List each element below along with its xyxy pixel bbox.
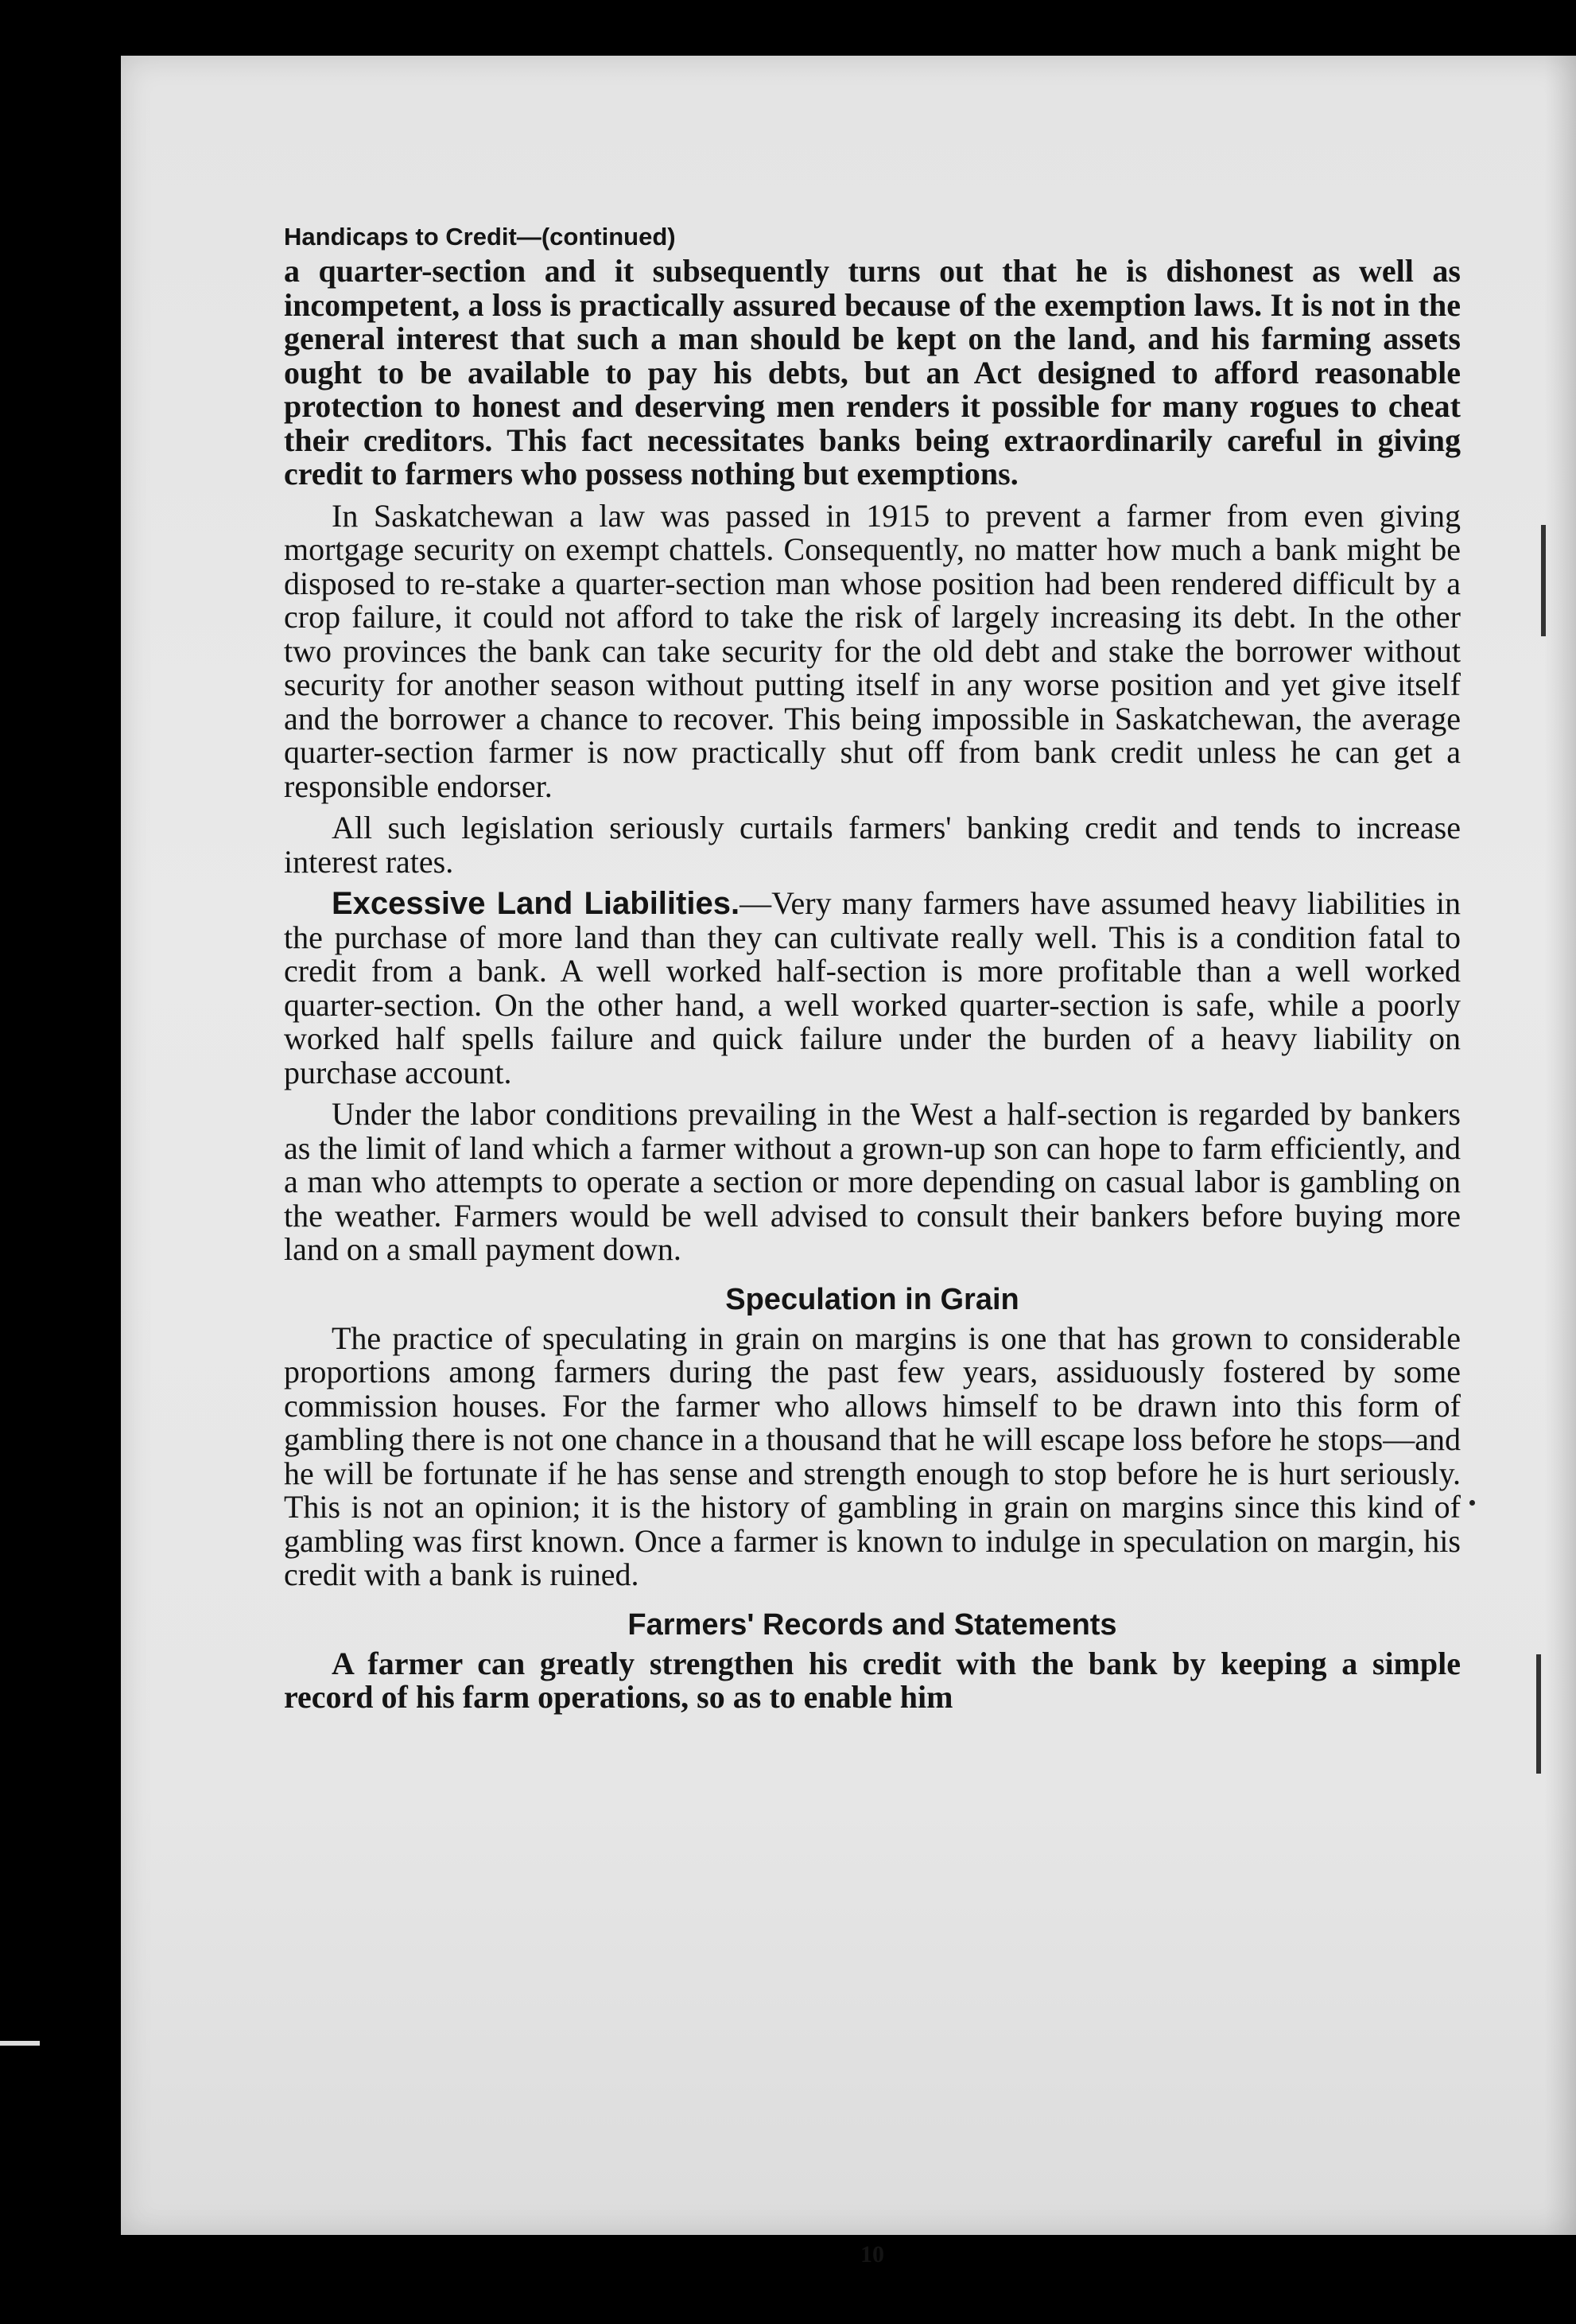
paragraph-exemption-laws: a quarter-section and it subsequently turns out that he is dishonest as well as incompetent, a loss is practically assured because of the exemption laws. It is not in the general interest that such a man should be kept on the land, and his farming assets ought to be available to pay his debts, but an Act designed to afford reasonable protection to honest and deserving men renders it possible for many rogues to cheat their creditors. This fact necessitates banks being extraordinarily careful in giving credit to farmers who possess nothing but exemptions.	[284, 253, 1461, 492]
paragraph-speculation: The practice of speculating in grain on margins is one that has grown to considerable proportions among farmers during the past few years, assiduously fostered by some commission houses. For the farmer who allows himself to be drawn into this form of gambling there is not one chance in a thousand that he will escape loss before he stops—and he will be fortunate if he has sense and strength enough to stop before he is hurt seriously. This is not an opinion; it is the history of gambling in grain on margins since this kind of gambling was first known. Once a farmer is known to indulge in speculation on margin, his credit with a bank is ruined.	[284, 1319, 1461, 1592]
paragraph-labor-conditions: Under the labor conditions prevailing in the West a half-section is regarded by bankers as the limit of land which a farmer without a grown-up son can hope to farm efficiently, and a man who attempts to operate a section or more depending on casual labor is gambling on the weather. Farmers would be well advised to consult their bankers before buying more land on a small payment down.	[284, 1096, 1461, 1267]
paragraph-saskatchewan-law: In Saskatchewan a law was passed in 1915 to prevent a farmer from even giving mortgage security on exempt chattels. Consequently, no matter how much a bank might be disposed to re-stake a quarter-section man whose position had been rendered difficult by a crop failure, it could not afford to take the risk of largely increasing its debt. In the other two provinces the bank can take security for the old debt and stake the borrower without security for another season without putting itself in any worse position and yet give itself and the borrower a chance to recover. This being impossible in Saskatchewan, the average quarter-section farmer is now practically shut off from bank credit unless he can get a responsible endorser.	[284, 497, 1461, 804]
scan-artifact-mark	[1541, 525, 1546, 636]
paper-page	[121, 56, 1576, 2268]
excessive-land-text: —Very many farmers have assumed heavy liabilities in the purchase of more land than they can cultivate really well. This is a condition fatal to credit from a bank. A well worked half-section is more profitable than a well worked quarter-section. On the other hand, a well worked quarter-section is safe, while a poorly worked half spells failure and quick failure under the burden of a heavy liability on purchase account.	[284, 885, 1461, 1090]
page-edge-shadow	[1544, 56, 1576, 2235]
excessive-land-heading: Excessive Land Liabilities.	[332, 886, 740, 921]
heading-farmers-records: Farmers' Records and Statements	[627, 1607, 1117, 1642]
running-head	[284, 223, 1461, 251]
scan-artifact-mark	[1469, 1500, 1475, 1506]
paragraph-excessive-land	[284, 887, 1461, 1090]
heading-speculation-in-grain: Speculation in Grain	[725, 1282, 1019, 1316]
paragraph-farmers-records: A farmer can greatly strengthen his credit with the bank by keeping a simple record of his farm operations, so as to enable him	[284, 1645, 1461, 1715]
page-number: 10	[860, 2241, 884, 2268]
running-head-title: Handicaps to Credit	[284, 223, 517, 251]
page-content	[284, 223, 1461, 2268]
scan-artifact-mark	[1536, 1654, 1541, 1774]
paragraph-legislation-curtails: All such legislation seriously curtails farmers' banking credit and tends to increase interest rates.	[284, 810, 1461, 880]
running-head-continued: —(continued)	[516, 223, 676, 251]
scan-artifact-mark	[0, 2041, 40, 2046]
